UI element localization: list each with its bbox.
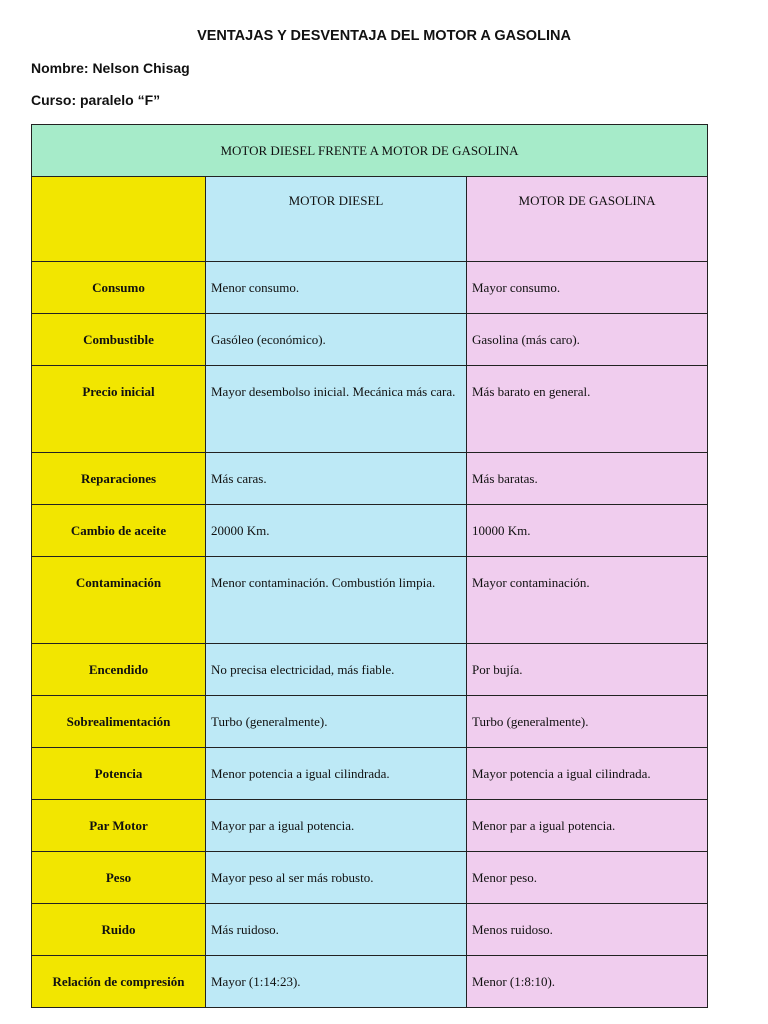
table-row [32,800,708,852]
gasolina-cell: Más baratas. [467,453,708,505]
row-label: Contaminación [32,557,206,644]
table-row [32,956,708,1008]
row-label: Sobrealimentación [32,696,206,748]
row-label: Cambio de aceite [32,505,206,557]
diesel-cell: No precisa electricidad, más fiable. [206,644,467,696]
diesel-cell: Mayor peso al ser más robusto. [206,852,467,904]
diesel-cell: Mayor par a igual potencia. [206,800,467,852]
row-label: Reparaciones [32,453,206,505]
diesel-cell: Menor consumo. [206,262,467,314]
table-row [32,904,708,956]
column-header-diesel: MOTOR DIESEL [206,177,467,262]
corner-cell [32,177,206,262]
table-row [32,748,708,800]
row-label: Ruido [32,904,206,956]
table-header: MOTOR DIESEL FRENTE A MOTOR DE GASOLINA [32,125,708,177]
row-label: Potencia [32,748,206,800]
diesel-cell: Menor contaminación. Combustión limpia. [206,557,467,644]
diesel-cell: Mayor desembolso inicial. Mecánica más cara. [206,366,467,453]
diesel-cell: 20000 Km. [206,505,467,557]
diesel-cell: Mayor (1:14:23). [206,956,467,1008]
row-label: Encendido [32,644,206,696]
diesel-cell: Más caras. [206,453,467,505]
row-label: Combustible [32,314,206,366]
comparison-table [31,124,708,1008]
gasolina-cell: Menor par a igual potencia. [467,800,708,852]
diesel-cell: Gasóleo (económico). [206,314,467,366]
table-row [32,453,708,505]
gasolina-cell: Mayor contaminación. [467,557,708,644]
table-row [32,314,708,366]
gasolina-cell: Mayor potencia a igual cilindrada. [467,748,708,800]
table-row [32,644,708,696]
gasolina-cell: Más barato en general. [467,366,708,453]
table-row [32,557,708,644]
table-row [32,696,708,748]
gasolina-cell: Menor peso. [467,852,708,904]
column-header-gasolina: MOTOR DE GASOLINA [467,177,708,262]
row-label: Par Motor [32,800,206,852]
document-title: VENTAJAS Y DESVENTAJA DEL MOTOR A GASOLINA [197,28,571,44]
table-row [32,366,708,453]
row-label: Precio inicial [32,366,206,453]
diesel-cell: Menor potencia a igual cilindrada. [206,748,467,800]
gasolina-cell: Menor (1:8:10). [467,956,708,1008]
student-name: Nombre: Nelson Chisag [31,60,190,76]
diesel-cell: Turbo (generalmente). [206,696,467,748]
gasolina-cell: Menos ruidoso. [467,904,708,956]
gasolina-cell: 10000 Km. [467,505,708,557]
gasolina-cell: Gasolina (más caro). [467,314,708,366]
course-line: Curso: paralelo “F” [31,92,161,108]
row-label: Relación de compresión [32,956,206,1008]
row-label: Consumo [32,262,206,314]
table-row [32,505,708,557]
gasolina-cell: Mayor consumo. [467,262,708,314]
diesel-cell: Más ruidoso. [206,904,467,956]
gasolina-cell: Por bujía. [467,644,708,696]
gasolina-cell: Turbo (generalmente). [467,696,708,748]
row-label: Peso [32,852,206,904]
table-row [32,852,708,904]
table-row [32,262,708,314]
